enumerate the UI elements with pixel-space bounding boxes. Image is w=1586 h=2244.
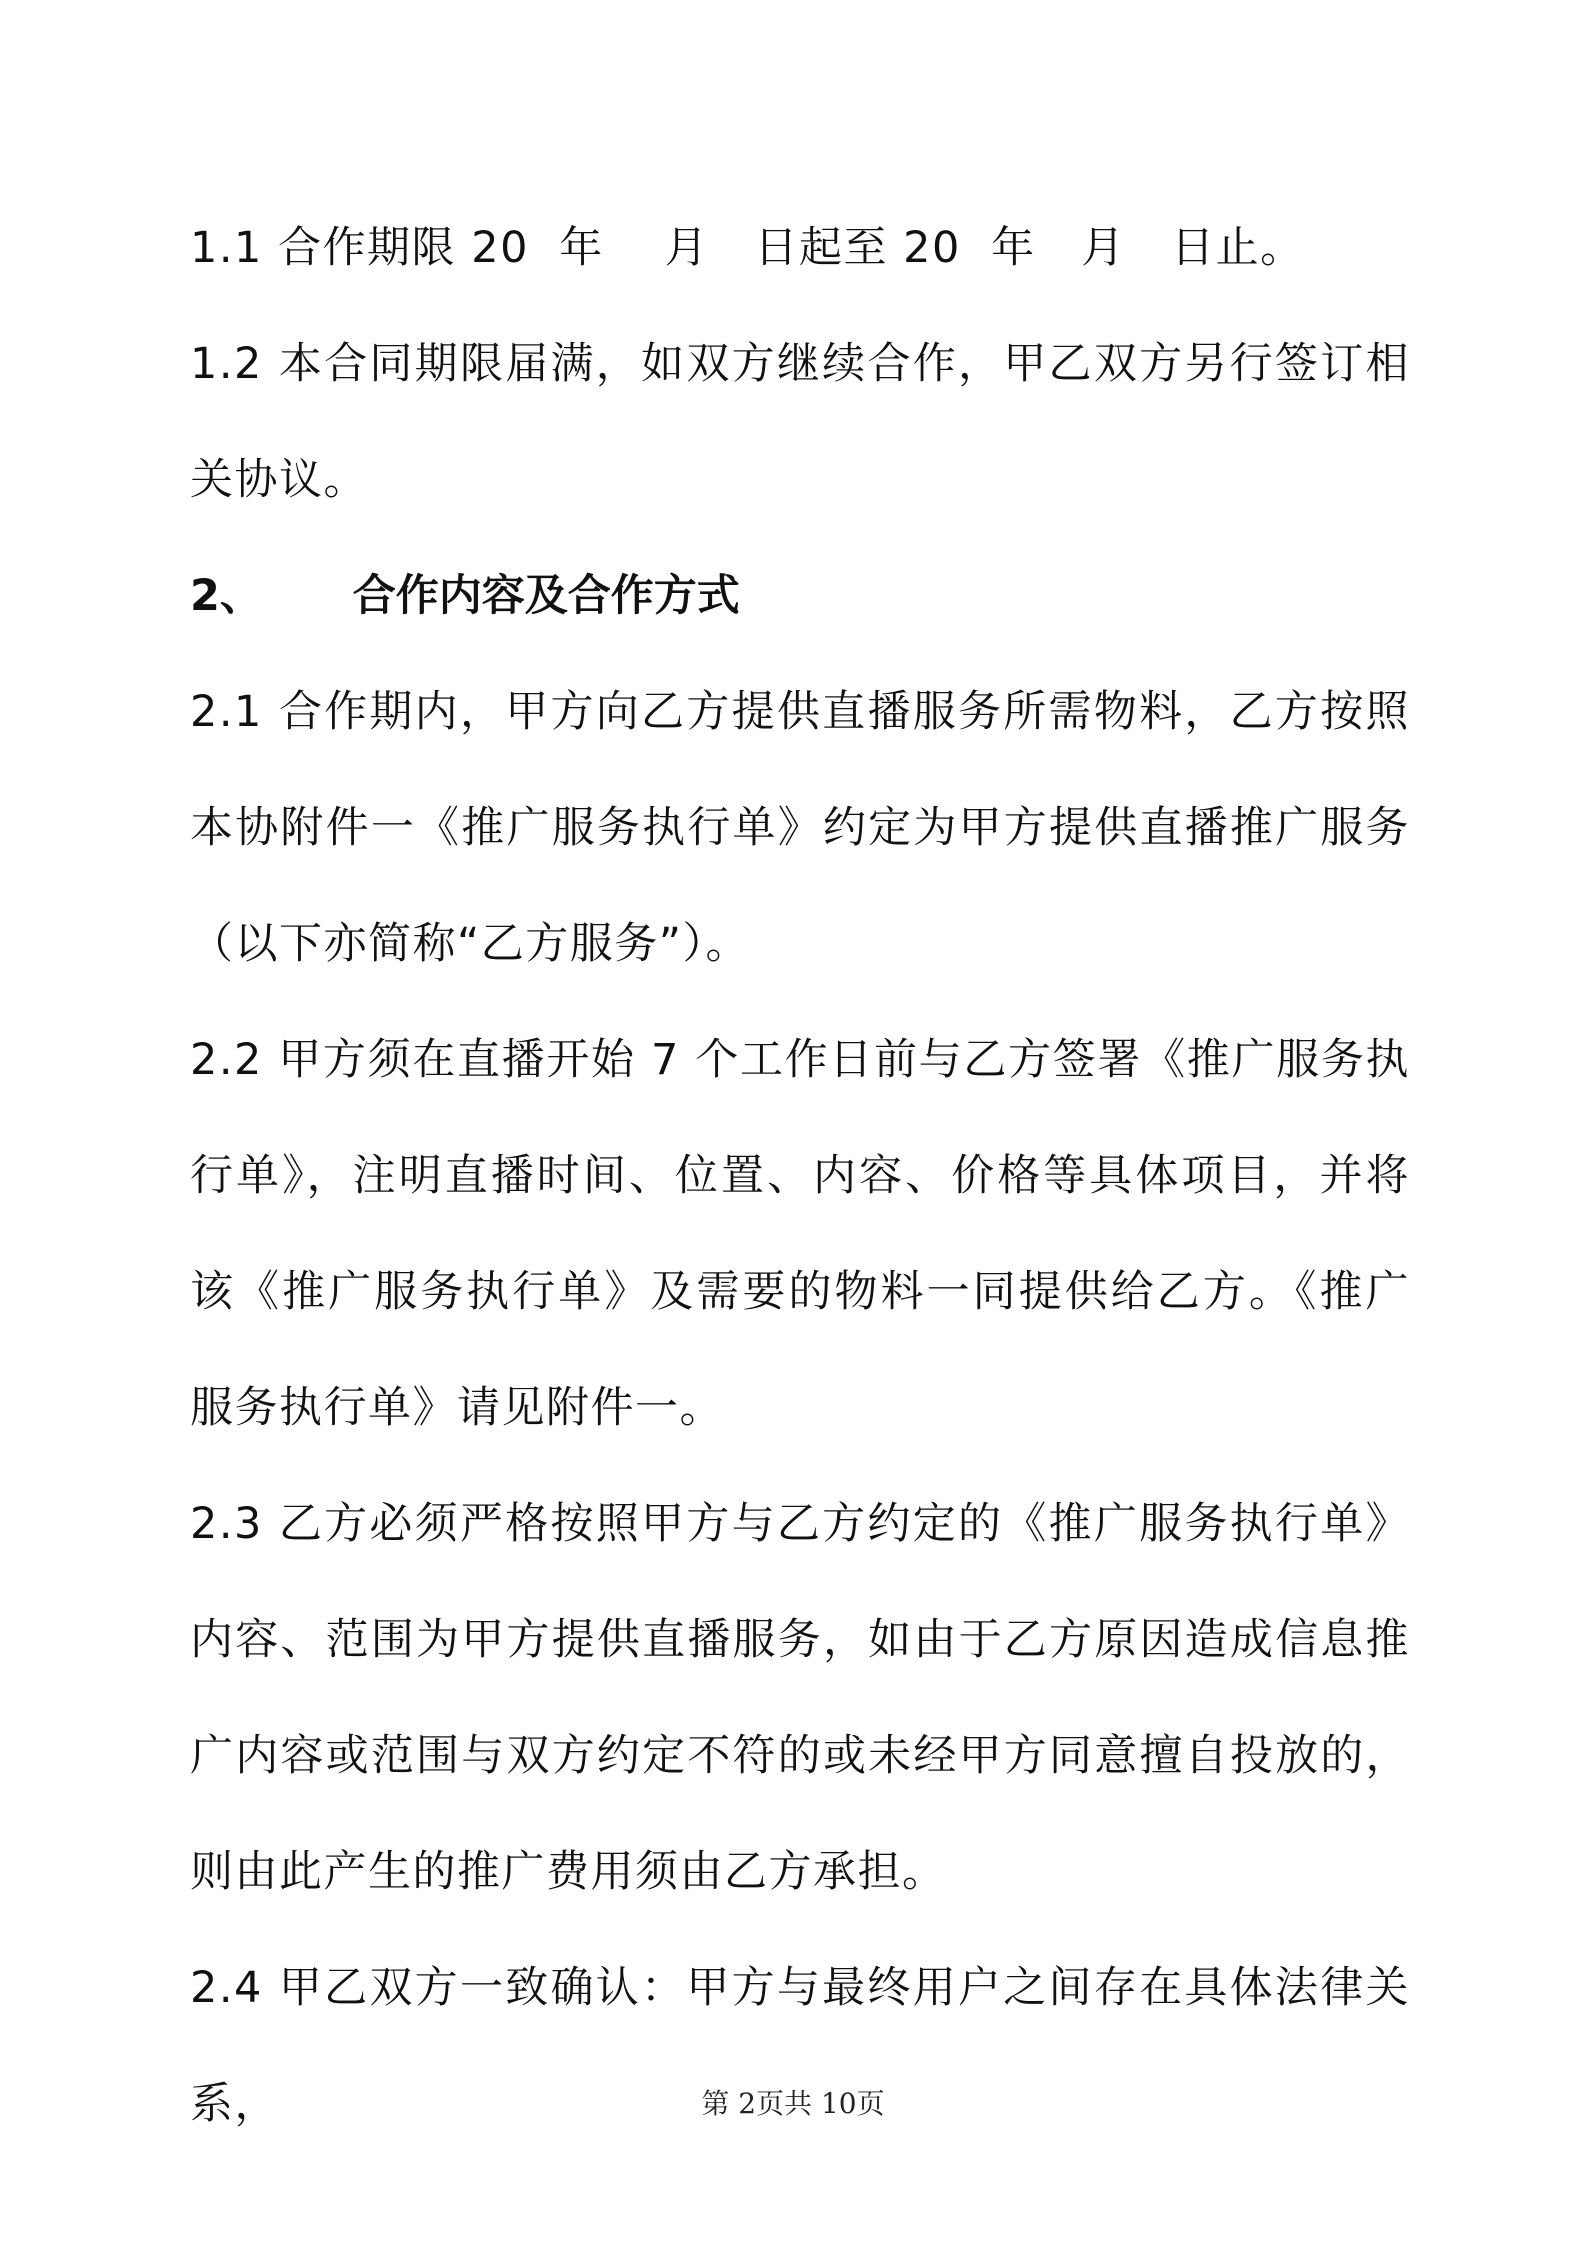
clause-1-2: 1.2 本合同期限届满，如双方继续合作，甲乙双方另行签订相关协议。 [190, 339, 1410, 505]
clause-2-2: 2.2 甲方须在直播开始 7 个工作日前与乙方签署《推广服务执行单》，注明直播时间、位置、内容、价格等具体项目，并将该《推广服务执行单》及需要的物料一同提供给乙方。《推广服务执行单》请见附件一。 [190, 1035, 1410, 1433]
clause-2-3: 2.3 乙方必须严格按照甲方与乙方约定的《推广服务执行单》内容、范围为甲方提供直播服务，如由于乙方原因造成信息推广内容或范围与双方约定不符的或未经甲方同意擅自投放的，则由此产生的推广费用须由乙方承担。 [190, 1499, 1410, 1897]
document-body [190, 190, 1410, 2162]
page-number-footer: 第 2页共 10页 [701, 2087, 885, 2120]
clause-2-1: 2.1 合作期内，甲方向乙方提供直播服务所需物料，乙方按照本协附件一《推广服务执行单》约定为甲方提供直播推广服务（以下亦简称“乙方服务”）。 [190, 687, 1410, 969]
clause-2-4: 2.4 甲乙双方一致确认：甲方与最终用户之间存在具体法律关系， [190, 1963, 1410, 2129]
clause-1-1: 1.1 合作期限 20 年 月 日起至 20 年 月 日止。 [190, 223, 1305, 273]
section-heading-2: 2、 合作内容及合作方式 [190, 571, 740, 621]
